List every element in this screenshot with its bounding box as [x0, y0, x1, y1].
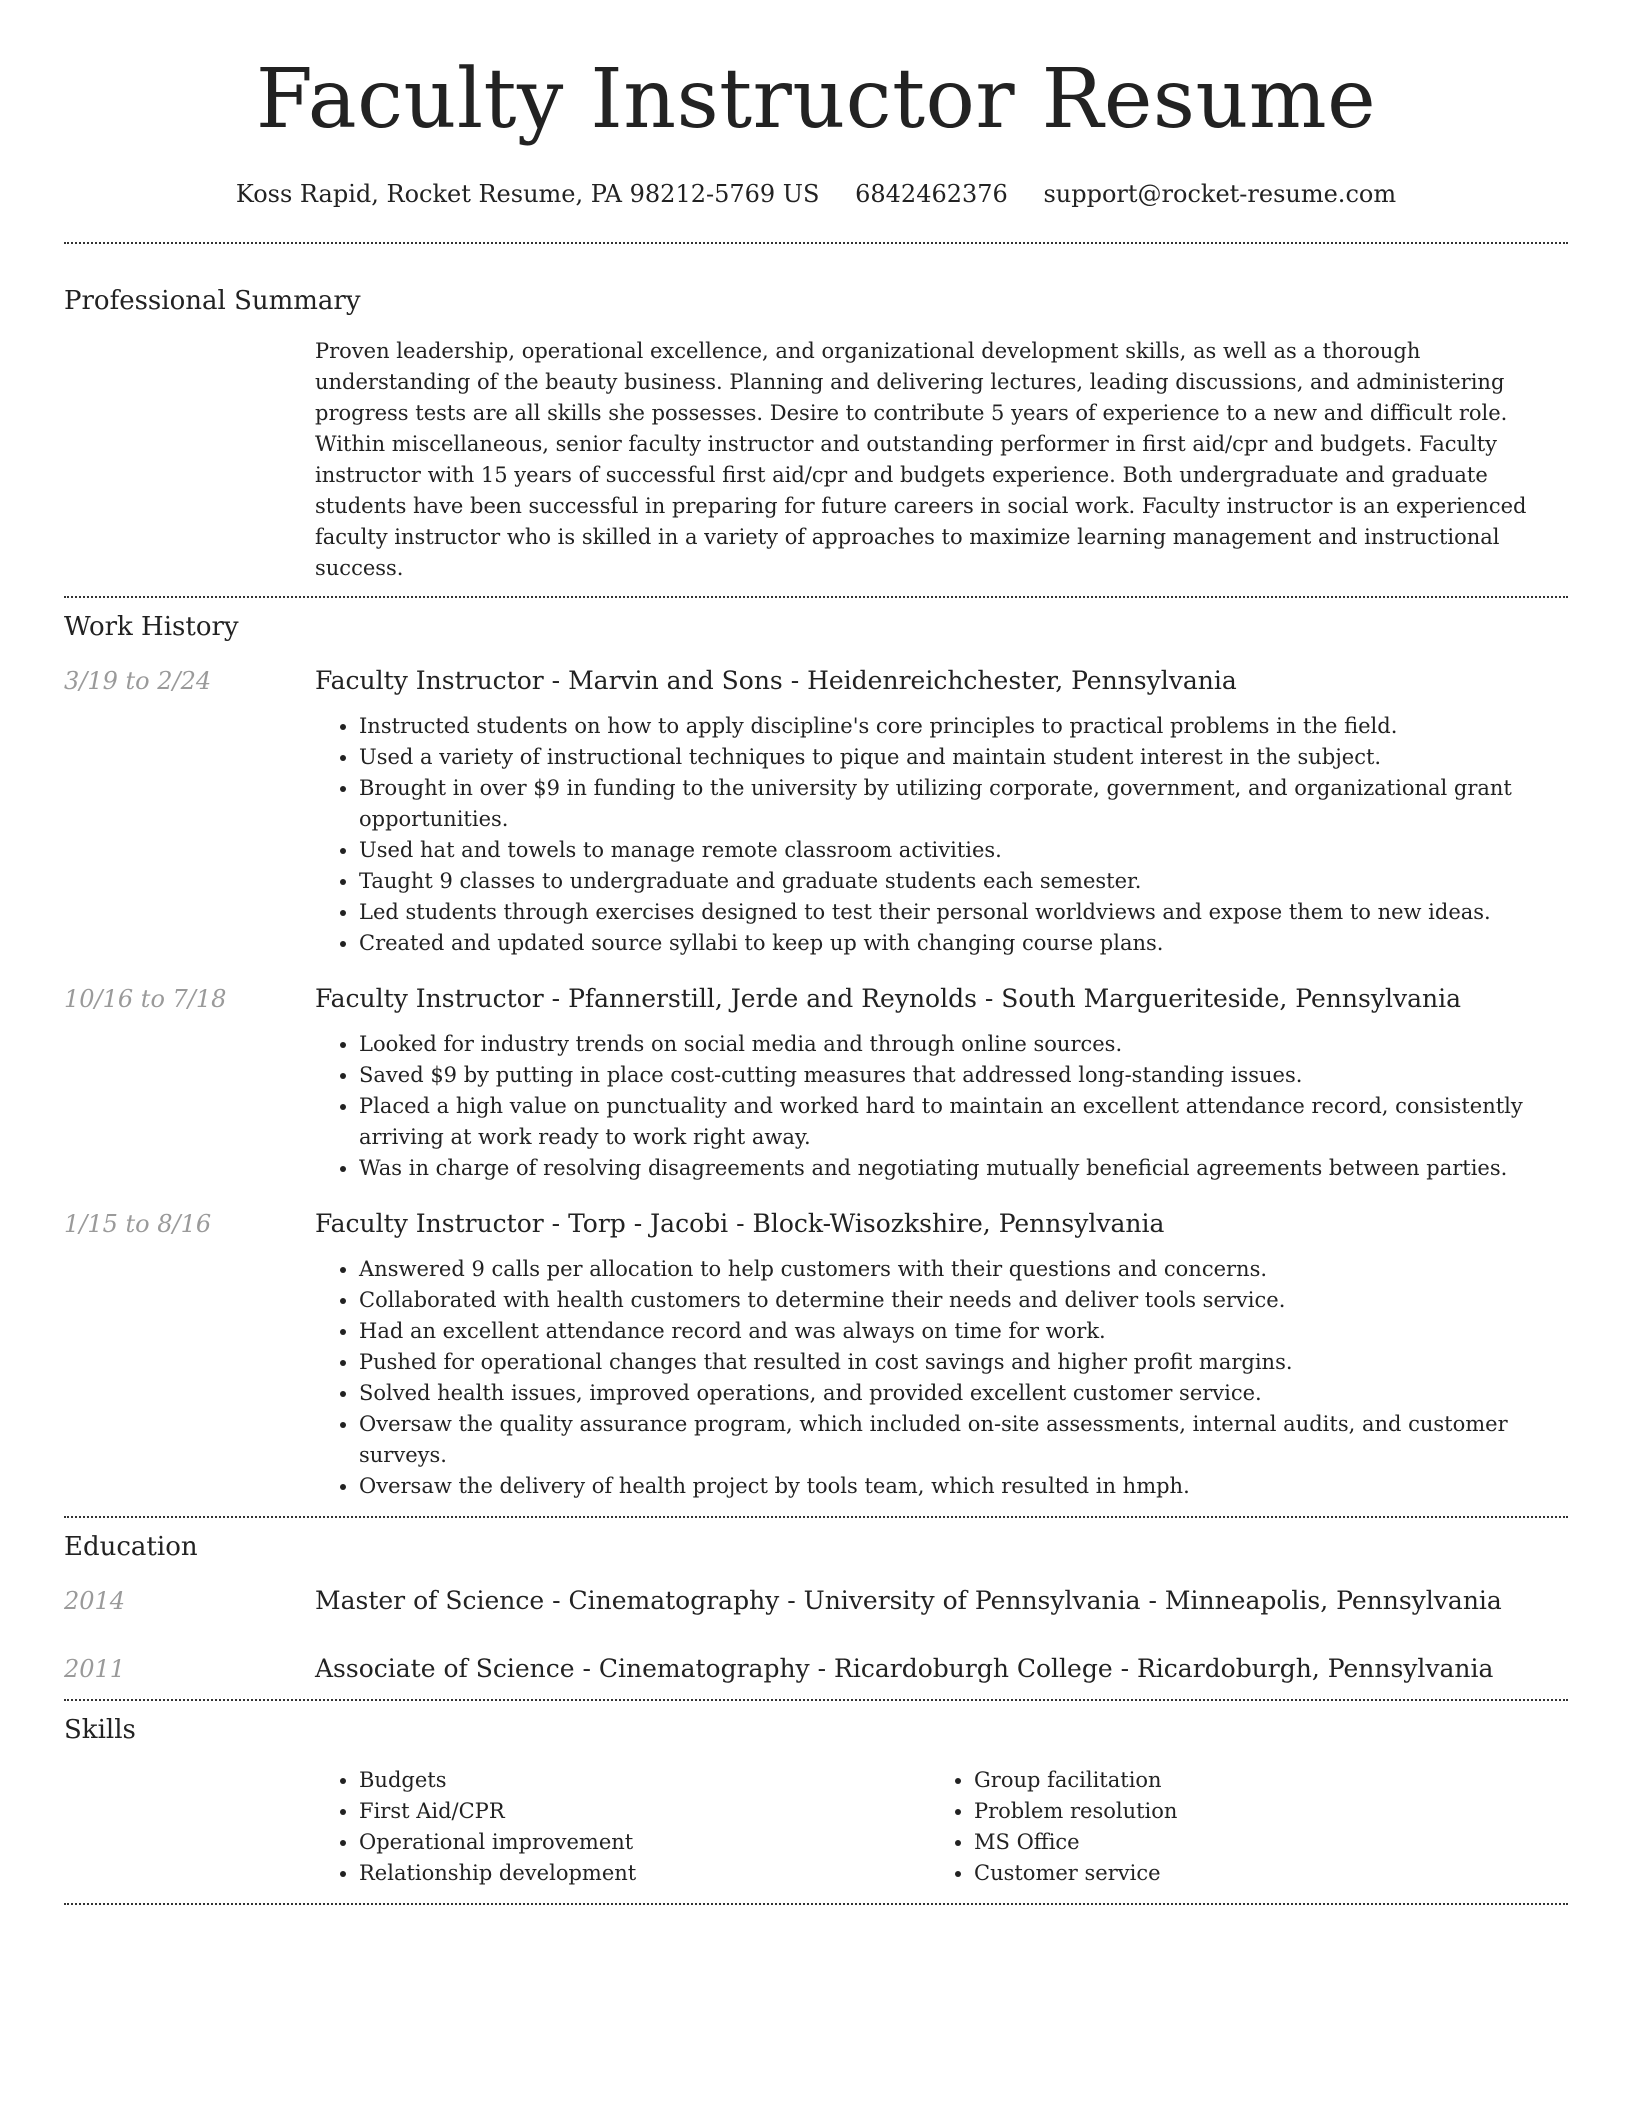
education-body [315, 1585, 1568, 1617]
skills-column-left [315, 1765, 930, 1889]
divider [64, 1516, 1568, 1518]
education-degree: Master of Science - Cinematography [315, 1586, 780, 1615]
list-item: • MS Office [974, 1827, 1545, 1858]
education-heading: Education [64, 1532, 198, 1562]
list-item: • Had an excellent attendance record and was always on time for work. [359, 1316, 1568, 1347]
job-dates: 3/19 to 2/24 [64, 667, 212, 695]
job-entry [64, 1208, 1568, 1502]
list-item: • Led students through exercises designed to test their personal worldviews and expose them to new ideas. [359, 897, 1568, 928]
list-item: • Collaborated with health customers to determine their needs and deliver tools service. [359, 1285, 1568, 1316]
list-item: • Looked for industry trends on social media and through online sources. [359, 1029, 1568, 1060]
divider [64, 242, 1568, 244]
summary-heading: Professional Summary [64, 286, 361, 316]
education-year: 2011 [64, 1655, 126, 1683]
education-body [315, 1653, 1568, 1685]
job-title: Faculty Instructor - Marvin and Sons - Heidenreichchester, Pennsylvania [315, 666, 1237, 695]
contact-address: Koss Rapid, Rocket Resume, PA 98212-5769 US [235, 180, 820, 208]
work-history-heading: Work History [64, 612, 239, 642]
list-item: • Taught 9 classes to undergraduate and graduate students each semester. [359, 866, 1568, 897]
skills-list [315, 1765, 1568, 1889]
skills-heading: Skills [64, 1715, 136, 1745]
resume-title: Faculty Instructor Resume [255, 52, 1377, 147]
list-item: • Saved $9 by putting in place cost-cutting measures that addressed long-standing issues. [359, 1060, 1568, 1091]
job-bullets [315, 1029, 1568, 1184]
list-item: • Group facilitation [974, 1765, 1545, 1796]
divider [64, 1699, 1568, 1701]
list-item: • Was in charge of resolving disagreements and negotiating mutually beneficial agreements between parties. [359, 1153, 1568, 1184]
contact-email: support@rocket-resume.com [1043, 180, 1397, 208]
contact-phone: 6842462376 [855, 180, 1008, 208]
education-year: 2014 [64, 1587, 126, 1615]
summary-row [64, 336, 1568, 584]
job-bullets [315, 1254, 1568, 1502]
list-item: • Operational improvement [359, 1827, 930, 1858]
job-entry [64, 983, 1568, 1184]
education-school: - Ricardoburgh College - Ricardoburgh, Pennsylvania [809, 1654, 1494, 1683]
list-item: • Oversaw the delivery of health project by tools team, which resulted in hmph. [359, 1471, 1568, 1502]
list-item: • Instructed students on how to apply discipline's core principles to practical problems in the field. [359, 711, 1568, 742]
list-item: • Problem resolution [974, 1796, 1545, 1827]
education-entry [64, 1585, 1568, 1617]
job-body [315, 983, 1568, 1184]
list-item: • Pushed for operational changes that resulted in cost savings and higher profit margins. [359, 1347, 1568, 1378]
summary-body [315, 336, 1568, 584]
list-item: • Used hat and towels to manage remote classroom activities. [359, 835, 1568, 866]
job-dates: 10/16 to 7/18 [64, 985, 227, 1013]
list-item: • Relationship development [359, 1858, 930, 1889]
list-item: • Budgets [359, 1765, 930, 1796]
education-school: - University of Pennsylvania - Minneapolis, Pennsylvania [779, 1586, 1502, 1615]
job-title: Faculty Instructor - Torp - Jacobi - Block-Wisozkshire, Pennsylvania [315, 1209, 1165, 1238]
contact-line [64, 178, 1568, 210]
list-item: • Brought in over $9 in funding to the university by utilizing corporate, government, and organizational grant opportunities. [359, 773, 1568, 835]
list-item: • Created and updated source syllabi to keep up with changing course plans. [359, 928, 1568, 959]
skills-column-right [930, 1765, 1545, 1889]
list-item: • Solved health issues, improved operations, and provided excellent customer service. [359, 1378, 1568, 1409]
skills-row [64, 1765, 1568, 1889]
job-title: Faculty Instructor - Pfannerstill, Jerde and Reynolds - South Margueriteside, Pennsylvania [315, 984, 1461, 1013]
divider [64, 1903, 1568, 1905]
list-item: • First Aid/CPR [359, 1796, 930, 1827]
job-bullets [315, 711, 1568, 959]
job-dates: 1/15 to 8/16 [64, 1210, 212, 1238]
divider [64, 596, 1568, 598]
list-item: • Oversaw the quality assurance program, which included on-site assessments, internal audits, and customer surveys. [359, 1409, 1568, 1471]
job-entry [64, 665, 1568, 959]
job-body [315, 665, 1568, 959]
job-body [315, 1208, 1568, 1502]
list-item: • Placed a high value on punctuality and worked hard to maintain an excellent attendance record, consistently arriving at work ready to work right away. [359, 1091, 1568, 1153]
education-degree: Associate of Science - Cinematography [315, 1654, 810, 1683]
list-item: • Answered 9 calls per allocation to help customers with their questions and concerns. [359, 1254, 1568, 1285]
list-item: • Customer service [974, 1858, 1545, 1889]
summary-text: Proven leadership, operational excellence, and organizational development skills, as well as a thorough understanding of the beauty business. Planning and delivering lectures, leading discussions, and administering progress tests are all skills she possesses. Desire to contribute 5 years of experience to a new and difficult role. Within miscellaneous, senior faculty instructor and outstanding performer in first aid/cpr and budgets. Faculty instructor with 15 years of successful first aid/cpr and budgets experience. Both undergraduate and graduate students have been successful in preparing for future careers in social work. Faculty instructor is an experienced faculty instructor who is skilled in a variety of approaches to maximize learning management and instructional success. [315, 339, 1527, 580]
education-entry [64, 1653, 1568, 1685]
list-item: • Used a variety of instructional techniques to pique and maintain student interest in the subject. [359, 742, 1568, 773]
